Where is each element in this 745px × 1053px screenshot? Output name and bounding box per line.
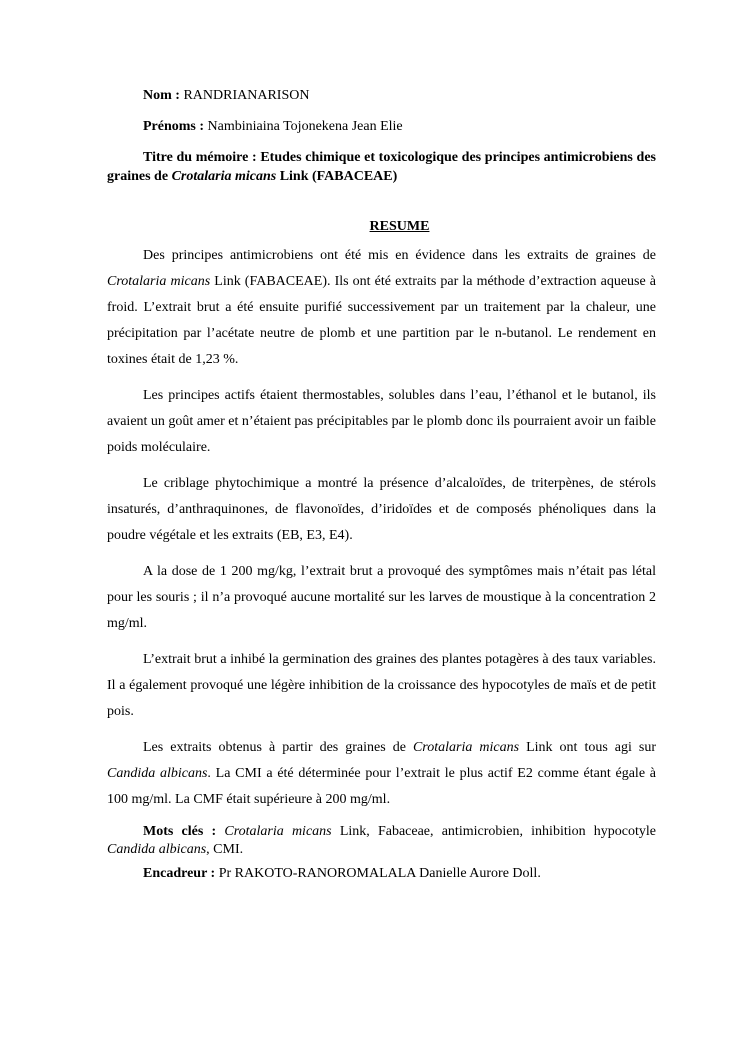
resume-paragraph-4: A la dose de 1 200 mg/kg, l’extrait brut a provoqué des symptômes mais n’était pas létal pour les souris ; il n’a provoqué aucune mortalité sur les larves de moustique à la concentration 2 mg/ml.	[107, 563, 656, 631]
p6-species: Crotalaria micans	[412, 739, 520, 755]
nom-label: Nom :	[143, 88, 180, 103]
prenoms-value: Nambiniaina Tojonekena Jean Elie	[207, 118, 403, 134]
resume-paragraph-3: Le criblage phytochimique a montré la présence d’alcaloïdes, de triterpènes, de stérols insaturés, d’anthraquinones, de flavonoïdes, d’iridoïdes et de composés phénoliques dans la poudre végétale et les extraits (EB, E3, E4).	[107, 475, 656, 543]
resume-paragraph-5: L’extrait brut a inhibé la germination des graines des plantes potagères à des taux variables. Il a également provoqué une légère inhibition de la croissance des hypocotyles de maïs et de petit pois.	[107, 651, 656, 719]
keywords-label: Mots clés :	[143, 823, 217, 839]
resume-paragraph-2: Les principes actifs étaient thermostables, solubles dans l’eau, l’éthanol et le butanol, ils avaient un goût amer et n’étaient pas précipitables par le plomb donc ils pourraient avoir un faible poids moléculaire.	[107, 387, 656, 455]
titre-label: Titre du mémoire :	[143, 149, 257, 165]
keywords-middle: Link, Fabaceae, antimicrobien, inhibition hypocotyle	[339, 823, 657, 839]
p6-after: . La CMI a été déterminée pour l’extrait le plus actif E2 comme étant égale à 100 mg/ml. La CMF était supérieure à 200 mg/ml.	[107, 765, 656, 807]
prenoms-label: Prénoms :	[143, 118, 205, 134]
titre-part2: Link (FABACEAE)	[279, 168, 398, 184]
p6-before: Les extraits obtenus à partir des graines de	[143, 739, 406, 755]
p1-after: Link (FABACEAE). Ils ont été extraits par la méthode d’extraction aqueuse à froid. L’extrait brut a été ensuite purifié successivement par un traitement par la chaleur, une précipitation par l’acétate neutre de plomb et une partition par le n-butanol. Le rendement en toxines était de 1,23 %.	[107, 273, 657, 367]
prenoms-line	[107, 118, 656, 137]
nom-value: RANDRIANARISON	[183, 88, 310, 103]
keywords-line	[107, 823, 656, 859]
keywords-species: Crotalaria micans	[224, 823, 332, 839]
p6-middle: Link ont tous agi sur	[526, 739, 657, 755]
encadreur-label: Encadreur :	[143, 865, 216, 881]
p1-species: Crotalaria micans	[107, 273, 211, 289]
keywords-species2: Candida albicans	[107, 841, 207, 857]
encadreur-line	[107, 865, 656, 883]
nom-line	[107, 87, 656, 106]
resume-paragraph-1	[107, 243, 656, 373]
titre-part1: Etudes chimique et toxicologique des principes antimicrobiens des graines de	[107, 149, 656, 184]
keywords-after: , CMI.	[206, 841, 244, 857]
titre-species: Crotalaria micans	[171, 168, 277, 184]
memoire-title	[107, 149, 656, 187]
resume-paragraph-6	[107, 735, 656, 813]
resume-heading: RESUME	[369, 218, 430, 234]
p1-before: Des principes antimicrobiens ont été mis en évidence dans les extraits de graines de	[143, 247, 656, 263]
p6-species2: Candida albicans	[107, 765, 208, 781]
encadreur-value: Pr RAKOTO-RANOROMALALA Danielle Aurore Doll.	[218, 865, 541, 881]
abstract-content	[107, 87, 656, 883]
